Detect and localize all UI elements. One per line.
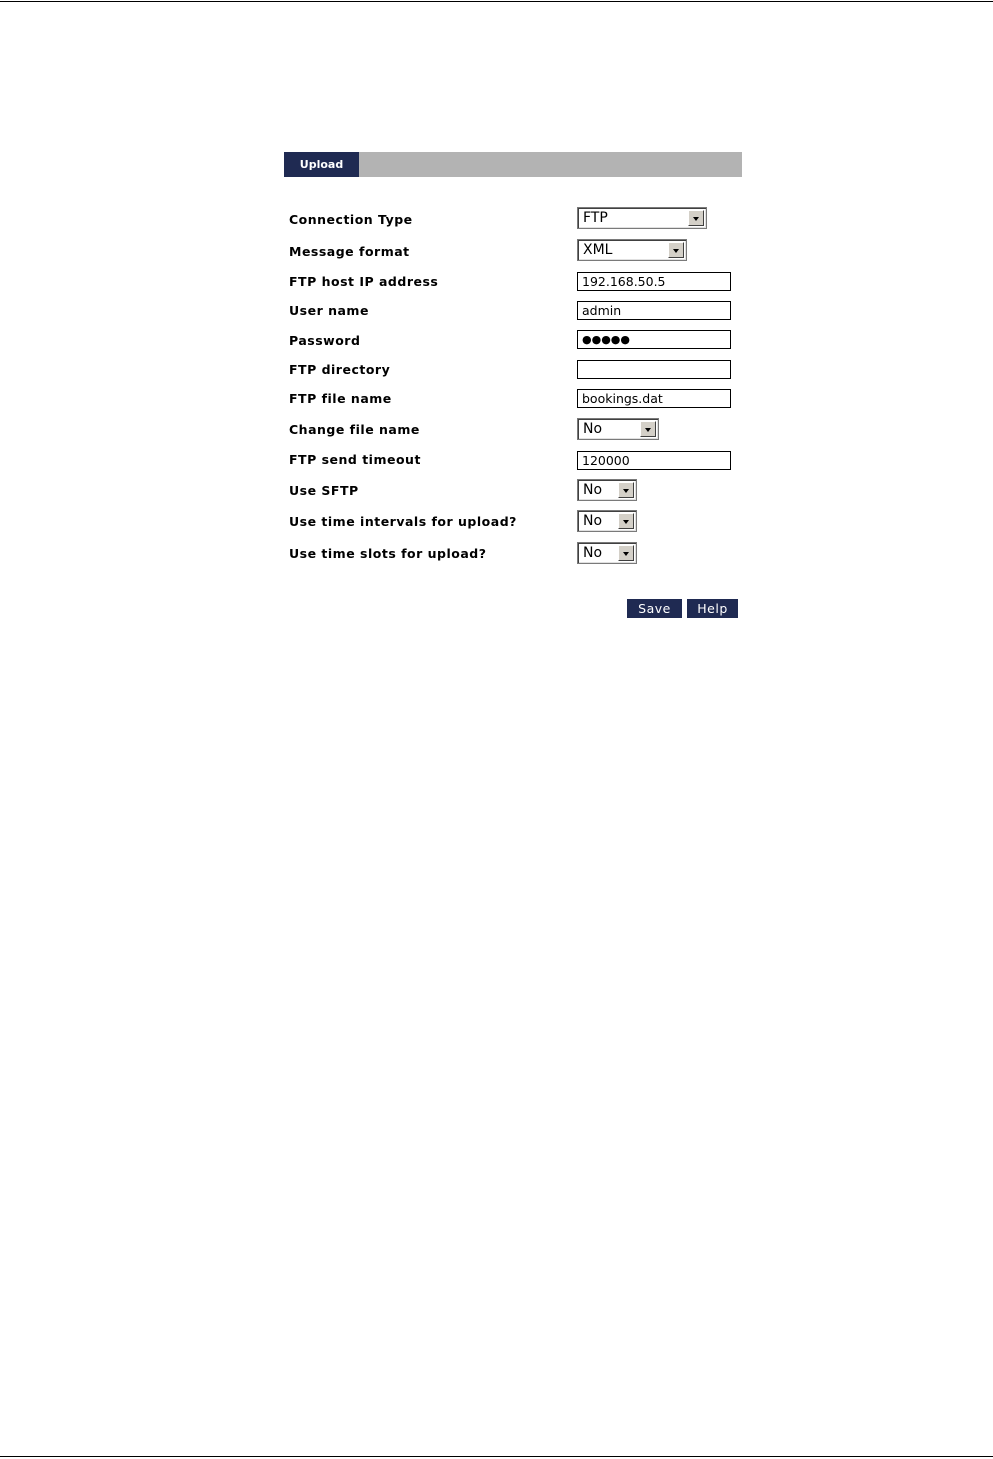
bottom-rule [0,1456,993,1457]
ftp-file-name-input[interactable]: bookings.dat [577,389,731,408]
chevron-down-icon[interactable] [640,421,656,437]
use-time-intervals-select[interactable] [577,510,637,532]
chevron-down-icon[interactable] [688,210,704,226]
use-sftp-value: No [583,482,603,498]
ftp-directory-label: FTP directory [289,362,391,377]
help-button[interactable]: Help [687,599,738,618]
change-file-name-value: No [583,421,603,437]
ftp-send-timeout-input[interactable]: 120000 [577,451,731,470]
user-name-label: User name [289,303,369,318]
save-button[interactable]: Save [627,599,682,618]
tab-upload[interactable]: Upload [284,152,359,177]
change-file-name-select[interactable] [577,418,659,440]
chevron-down-icon[interactable] [618,545,634,561]
change-file-name-label: Change file name [289,422,420,437]
ftp-send-timeout-label: FTP send timeout [289,452,421,467]
connection-type-value: FTP [583,210,608,226]
use-time-slots-label: Use time slots for upload? [289,546,487,561]
tab-bar [284,152,742,177]
message-format-value: XML [583,242,613,258]
use-sftp-label: Use SFTP [289,483,359,498]
use-time-intervals-value: No [583,513,603,529]
user-name-input[interactable]: admin [577,301,731,320]
chevron-down-icon[interactable] [618,513,634,529]
ftp-host-label: FTP host IP address [289,274,439,289]
use-time-slots-select[interactable] [577,542,637,564]
password-label: Password [289,333,361,348]
message-format-label: Message format [289,244,410,259]
chevron-down-icon[interactable] [618,482,634,498]
ftp-file-name-label: FTP file name [289,391,392,406]
connection-type-select[interactable] [577,207,707,229]
ftp-directory-input[interactable] [577,360,731,379]
chevron-down-icon[interactable] [668,242,684,258]
connection-type-label: Connection Type [289,212,413,227]
ftp-host-input[interactable]: 192.168.50.5 [577,272,731,291]
message-format-select[interactable] [577,239,687,261]
use-time-intervals-label: Use time intervals for upload? [289,514,517,529]
use-time-slots-value: No [583,545,603,561]
use-sftp-select[interactable] [577,479,637,501]
top-rule [0,1,993,2]
password-input[interactable]: ●●●●● [577,330,731,349]
